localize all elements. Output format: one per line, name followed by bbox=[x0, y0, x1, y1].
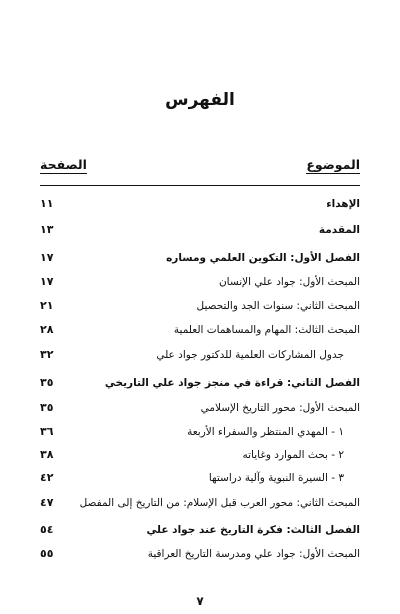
toc-entry bbox=[40, 399, 360, 417]
column-headers bbox=[40, 157, 360, 179]
toc-entry-text: المبحث الأول: جواد علي الإنسان bbox=[218, 276, 360, 288]
toc-entry bbox=[40, 446, 360, 464]
toc-entry bbox=[40, 321, 360, 339]
toc-entry-text: جدول المشاركات العلمية للدكتور جواد علي bbox=[156, 349, 344, 361]
toc-entry bbox=[40, 423, 360, 441]
topic-header: الموضوع bbox=[306, 157, 360, 172]
toc-entry-text: الإهداء bbox=[326, 198, 360, 210]
toc-entry bbox=[40, 374, 360, 392]
toc-entry-text: الفصل الثاني: قراءة في منجز جواد علي التاريخي bbox=[104, 377, 360, 389]
toc-entry-page: ٣٨ bbox=[40, 448, 54, 461]
toc-entry-page: ٢٨ bbox=[40, 323, 54, 336]
toc-entry-text: المقدمة bbox=[318, 224, 360, 236]
toc-entry-page: ٥٤ bbox=[40, 523, 54, 536]
toc-entry-page: ٤٧ bbox=[40, 496, 54, 509]
toc-entry bbox=[40, 221, 360, 239]
toc-entry-page: ١٧ bbox=[40, 251, 54, 264]
toc-entry-page: ١١ bbox=[40, 197, 54, 210]
toc-entry-text: المبحث الأول: محور التاريخ الإسلامي bbox=[200, 402, 360, 414]
toc-entry-text: المبحث الثالث: المهام والمساهمات العلمية bbox=[173, 324, 360, 336]
toc-entry bbox=[40, 273, 360, 291]
toc-entry-page: ٣٦ bbox=[40, 425, 54, 438]
page-title: الفهرس bbox=[165, 90, 235, 110]
toc-entry bbox=[40, 297, 360, 315]
toc-entry-text: الفصل الثالث: فكرة التاريخ عند جواد علي bbox=[146, 524, 360, 536]
toc-entry-page: ٣٢ bbox=[40, 348, 54, 361]
toc-entry-text: ٢ - بحث الموارد وغاياته bbox=[242, 449, 344, 461]
toc-entry-text: ٣ - السيرة النبوية وآلية دراستها bbox=[208, 472, 344, 484]
toc-entry-page: ٣٥ bbox=[40, 376, 54, 389]
toc-entry-text: المبحث الثاني: محور العرب قبل الإسلام: من التاريخ إلى المفصل bbox=[79, 497, 360, 509]
toc-entry-page: ٥٥ bbox=[40, 547, 54, 560]
toc-entry bbox=[40, 521, 360, 539]
toc-entry bbox=[40, 249, 360, 267]
toc-entry-page: ٢١ bbox=[40, 299, 54, 312]
toc-entry bbox=[40, 195, 360, 213]
toc-entry-text: الفصل الأول: التكوين العلمي ومساره bbox=[166, 252, 360, 264]
page-header: الصفحة bbox=[40, 157, 87, 172]
toc-entry-text: المبحث الثاني: سنوات الجد والتحصيل bbox=[196, 300, 360, 312]
toc-entry-page: ٤٢ bbox=[40, 471, 54, 484]
toc-entry bbox=[40, 469, 360, 487]
toc-entry bbox=[40, 346, 360, 364]
page-number: ٧ bbox=[196, 594, 204, 608]
toc-entry-page: ١٣ bbox=[40, 223, 54, 236]
toc-entry-text: المبحث الأول: جواد علي ومدرسة التاريخ العراقية bbox=[147, 548, 360, 560]
toc-entry bbox=[40, 494, 360, 512]
toc-entry-page: ٣٥ bbox=[40, 401, 54, 414]
toc-entry bbox=[40, 545, 360, 563]
toc-entry-text: ١ - المهدي المنتظر والسفراء الأربعة bbox=[187, 426, 344, 438]
toc-entry-page: ١٧ bbox=[40, 275, 54, 288]
header-divider bbox=[40, 185, 360, 186]
